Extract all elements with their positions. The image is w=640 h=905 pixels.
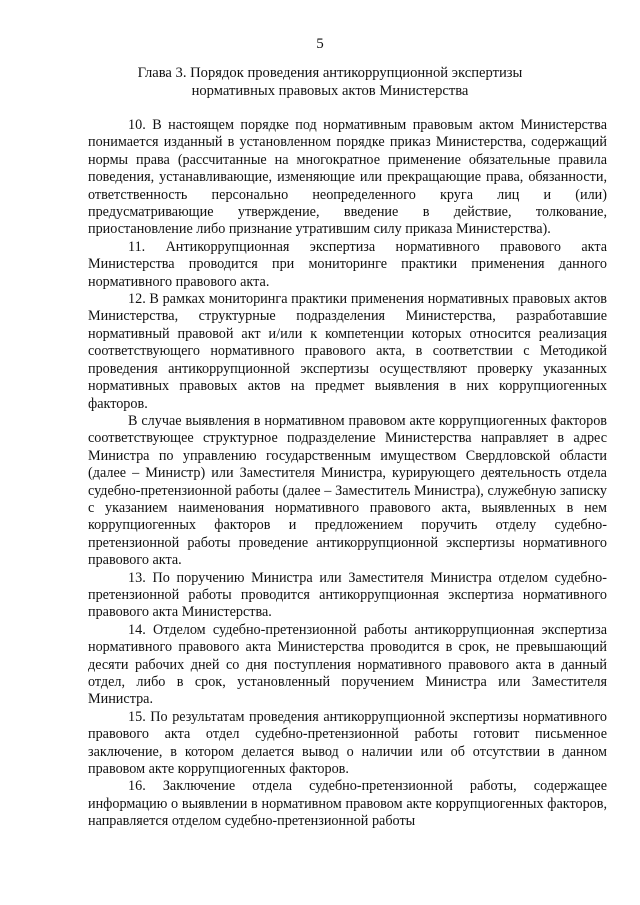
page-number: 5 xyxy=(316,36,324,52)
chapter-title-line-2: нормативных правовых актов Министерства xyxy=(191,83,469,99)
chapter-title xyxy=(110,64,550,100)
paragraph-12-continuation: В случае выявления в нормативном правовом акте коррупциогенных факторов соответствующее структурное подразделение Министерства направляет в адрес Министра по управлению государственным имуществом Свердловской области (далее – Министр) или Заместителя Министра, курирующего деятельность отдела судебно-претензионной работы (далее – Заместитель Министра), служебную записку с указанием наименования нормативного правового акта, выявленных в нем коррупциогенных факторов и предложением поручить отделу судебно-претензионной работы проведение антикоррупционной экспертизы нормативного правового акта. xyxy=(88,412,607,569)
paragraph-13: 13. По поручению Министра или Заместителя Министра отделом судебно-претензионной работы проводится антикоррупционная экспертиза нормативного правового акта Министерства. xyxy=(88,569,607,621)
paragraph-11: 11. Антикоррупционная экспертиза нормативного правового акта Министерства проводится при мониторинге практики применения данного нормативного правового акта. xyxy=(88,238,607,290)
paragraph-14: 14. Отделом судебно-претензионной работы антикоррупционная экспертиза нормативного правового акта Министерства проводится в срок, не превышающий десяти рабочих дней со дня поступления нормативного правового акта в данный отдел, либо в срок, установленный поручением Министра или Заместителя Министра. xyxy=(88,621,607,708)
paragraph-15: 15. По результатам проведения антикоррупционной экспертизы нормативного правового акта отдел судебно-претензионной работы готовит письменное заключение, в котором делается вывод о наличии или об отсутствии в данном правовом акте коррупциогенных факторов. xyxy=(88,708,607,778)
document-body xyxy=(88,117,607,831)
paragraph-10: 10. В настоящем порядке под нормативным правовым актом Министерства понимается изданный в установленном порядке приказ Министерства, содержащий нормы права (рассчитанные на многократное применение обязательные правила поведения, устанавливающие, изменяющие или прекращающие права, обязанности, ответственность персонально неопределенного круга лиц и (или) предусматривающие утверждение, введение в действие, толкование, приостановление либо признание утратившим силу приказа Министерства). xyxy=(88,117,607,238)
paragraph-12: 12. В рамках мониторинга практики применения нормативных правовых актов Министерства, структурные подразделения Министерства, разработавшие нормативный правовой акт и/или к компетенции которых относится реализация соответствующего нормативного правового акта, в соответствии с Методикой проведения антикоррупционной экспертизы осуществляют проверку указанных нормативных правовых актов на предмет выявления в них коррупциогенных факторов. xyxy=(88,291,607,412)
paragraph-16: 16. Заключение отдела судебно-претензионной работы, содержащее информацию о выявлении в нормативном правовом акте коррупциогенных факторов, направляется отделом судебно-претензионной работы xyxy=(88,778,607,830)
chapter-title-line-1: Глава 3. Порядок проведения антикоррупционной экспертизы xyxy=(137,65,523,81)
